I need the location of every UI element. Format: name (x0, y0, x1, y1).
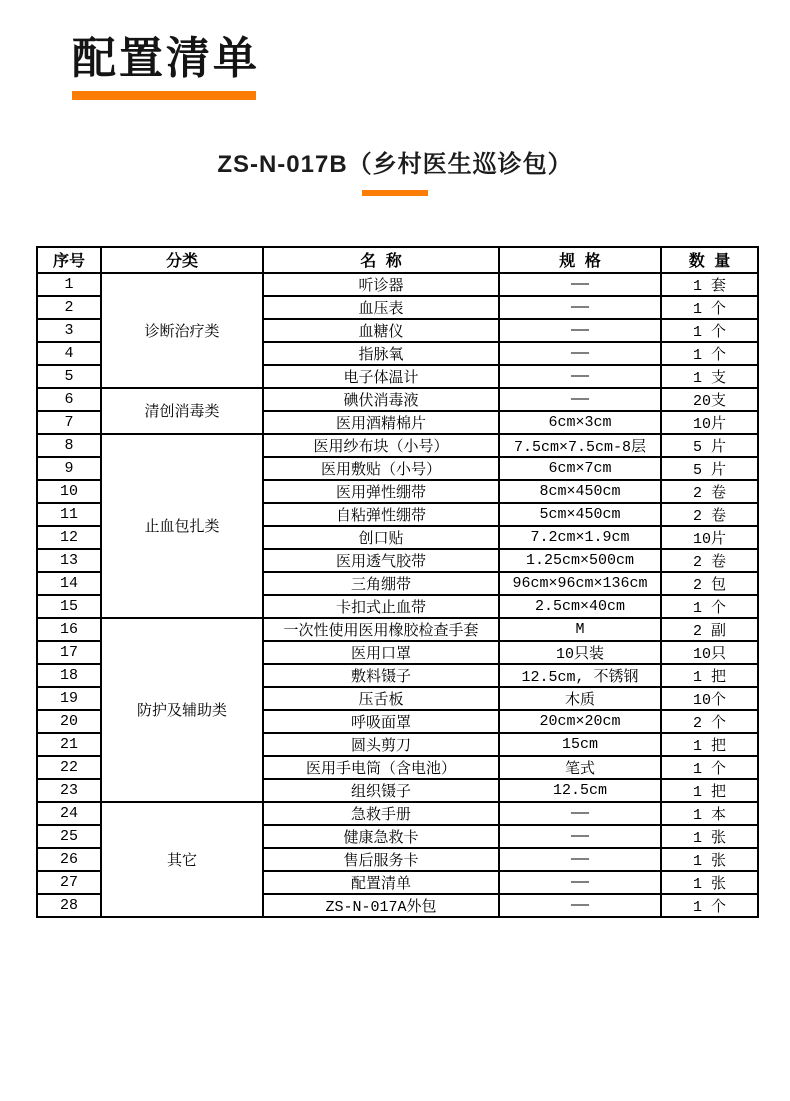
item-spec-cell: —— (499, 871, 661, 894)
item-qty-cell: 1 把 (661, 664, 758, 687)
row-number-cell: 14 (37, 572, 101, 595)
row-number-cell: 13 (37, 549, 101, 572)
header-serial-number: 序号 (37, 247, 101, 273)
item-name-cell: 医用弹性绷带 (263, 480, 499, 503)
row-number-cell: 22 (37, 756, 101, 779)
item-name-cell: 电子体温计 (263, 365, 499, 388)
row-number-cell: 9 (37, 457, 101, 480)
category-cell: 防护及辅助类 (101, 618, 263, 802)
row-number-cell: 11 (37, 503, 101, 526)
table-header-row (37, 247, 758, 273)
item-qty-cell: 1 张 (661, 825, 758, 848)
item-qty-cell: 2 卷 (661, 503, 758, 526)
subtitle-block (0, 144, 790, 196)
item-name-cell: 自粘弹性绷带 (263, 503, 499, 526)
title-accent-bar (72, 91, 256, 100)
row-number-cell: 15 (37, 595, 101, 618)
item-name-cell: 圆头剪刀 (263, 733, 499, 756)
item-name-cell: 听诊器 (263, 273, 499, 296)
item-qty-cell: 20支 (661, 388, 758, 411)
item-qty-cell: 10片 (661, 411, 758, 434)
item-name-cell: 组织镊子 (263, 779, 499, 802)
item-spec-cell: 5cm×450cm (499, 503, 661, 526)
item-name-cell: 创口贴 (263, 526, 499, 549)
row-number-cell: 28 (37, 894, 101, 917)
table-row (37, 618, 758, 641)
page-header (72, 34, 790, 100)
row-number-cell: 25 (37, 825, 101, 848)
item-name-cell: 碘伏消毒液 (263, 388, 499, 411)
page-title: 配置清单 (72, 33, 260, 84)
header-category: 分类 (101, 247, 263, 273)
row-number-cell: 16 (37, 618, 101, 641)
item-qty-cell: 2 卷 (661, 549, 758, 572)
item-spec-cell: —— (499, 273, 661, 296)
header-quantity: 数 量 (661, 247, 758, 273)
item-name-cell: 三角绷带 (263, 572, 499, 595)
table-row (37, 802, 758, 825)
item-name-cell: 售后服务卡 (263, 848, 499, 871)
row-number-cell: 6 (37, 388, 101, 411)
item-qty-cell: 1 张 (661, 871, 758, 894)
item-qty-cell: 1 张 (661, 848, 758, 871)
item-qty-cell: 1 个 (661, 296, 758, 319)
item-spec-cell: 7.5cm×7.5cm-8层 (499, 434, 661, 457)
model-subtitle: ZS-N-017B（乡村医生巡诊包） (217, 150, 573, 178)
item-name-cell: 医用敷贴（小号） (263, 457, 499, 480)
subtitle-accent-bar (362, 190, 428, 196)
item-qty-cell: 1 支 (661, 365, 758, 388)
item-spec-cell: —— (499, 848, 661, 871)
table-row (37, 273, 758, 296)
item-qty-cell: 10片 (661, 526, 758, 549)
item-qty-cell: 1 个 (661, 756, 758, 779)
item-spec-cell: 12.5cm, 不锈钢 (499, 664, 661, 687)
item-name-cell: 医用透气胶带 (263, 549, 499, 572)
item-spec-cell: —— (499, 894, 661, 917)
item-spec-cell: —— (499, 825, 661, 848)
row-number-cell: 27 (37, 871, 101, 894)
row-number-cell: 1 (37, 273, 101, 296)
item-qty-cell: 1 个 (661, 894, 758, 917)
item-qty-cell: 2 副 (661, 618, 758, 641)
item-spec-cell: —— (499, 802, 661, 825)
item-name-cell: ZS-N-017A外包 (263, 894, 499, 917)
table-row (37, 434, 758, 457)
item-qty-cell: 2 个 (661, 710, 758, 733)
table-row (37, 388, 758, 411)
row-number-cell: 18 (37, 664, 101, 687)
row-number-cell: 26 (37, 848, 101, 871)
item-spec-cell: 1.25cm×500cm (499, 549, 661, 572)
item-spec-cell: 10只装 (499, 641, 661, 664)
config-table (36, 246, 759, 918)
item-qty-cell: 10只 (661, 641, 758, 664)
header-item-name: 名 称 (263, 247, 499, 273)
item-spec-cell: —— (499, 342, 661, 365)
item-spec-cell: 6cm×7cm (499, 457, 661, 480)
row-number-cell: 8 (37, 434, 101, 457)
item-qty-cell: 1 套 (661, 273, 758, 296)
header-specification: 规 格 (499, 247, 661, 273)
item-name-cell: 压舌板 (263, 687, 499, 710)
item-name-cell: 医用纱布块（小号） (263, 434, 499, 457)
category-cell: 诊断治疗类 (101, 273, 263, 388)
row-number-cell: 17 (37, 641, 101, 664)
item-qty-cell: 1 个 (661, 595, 758, 618)
item-spec-cell: 笔式 (499, 756, 661, 779)
item-name-cell: 急救手册 (263, 802, 499, 825)
config-table-wrap (36, 246, 790, 918)
item-spec-cell: 6cm×3cm (499, 411, 661, 434)
item-qty-cell: 1 个 (661, 342, 758, 365)
row-number-cell: 23 (37, 779, 101, 802)
item-name-cell: 医用手电筒（含电池） (263, 756, 499, 779)
row-number-cell: 21 (37, 733, 101, 756)
item-spec-cell: —— (499, 388, 661, 411)
item-name-cell: 血糖仪 (263, 319, 499, 342)
category-cell: 清创消毒类 (101, 388, 263, 434)
item-name-cell: 医用口罩 (263, 641, 499, 664)
item-spec-cell: —— (499, 319, 661, 342)
item-qty-cell: 5 片 (661, 457, 758, 480)
row-number-cell: 2 (37, 296, 101, 319)
item-qty-cell: 1 本 (661, 802, 758, 825)
item-name-cell: 敷料镊子 (263, 664, 499, 687)
row-number-cell: 3 (37, 319, 101, 342)
item-spec-cell: —— (499, 365, 661, 388)
item-spec-cell: 12.5cm (499, 779, 661, 802)
item-name-cell: 健康急救卡 (263, 825, 499, 848)
item-spec-cell: M (499, 618, 661, 641)
category-cell: 止血包扎类 (101, 434, 263, 618)
item-qty-cell: 1 把 (661, 779, 758, 802)
row-number-cell: 24 (37, 802, 101, 825)
item-spec-cell: 2.5cm×40cm (499, 595, 661, 618)
item-spec-cell: 7.2cm×1.9cm (499, 526, 661, 549)
item-qty-cell: 5 片 (661, 434, 758, 457)
item-spec-cell: 木质 (499, 687, 661, 710)
item-name-cell: 血压表 (263, 296, 499, 319)
item-spec-cell: 8cm×450cm (499, 480, 661, 503)
category-cell: 其它 (101, 802, 263, 917)
item-name-cell: 一次性使用医用橡胶检查手套 (263, 618, 499, 641)
item-qty-cell: 2 包 (661, 572, 758, 595)
item-spec-cell: 96cm×96cm×136cm (499, 572, 661, 595)
row-number-cell: 20 (37, 710, 101, 733)
item-spec-cell: 20cm×20cm (499, 710, 661, 733)
row-number-cell: 7 (37, 411, 101, 434)
item-qty-cell: 1 个 (661, 319, 758, 342)
item-name-cell: 指脉氧 (263, 342, 499, 365)
item-qty-cell: 10个 (661, 687, 758, 710)
item-name-cell: 配置清单 (263, 871, 499, 894)
row-number-cell: 12 (37, 526, 101, 549)
item-name-cell: 医用酒精棉片 (263, 411, 499, 434)
item-qty-cell: 1 把 (661, 733, 758, 756)
row-number-cell: 4 (37, 342, 101, 365)
row-number-cell: 19 (37, 687, 101, 710)
item-spec-cell: —— (499, 296, 661, 319)
row-number-cell: 5 (37, 365, 101, 388)
item-spec-cell: 15cm (499, 733, 661, 756)
item-qty-cell: 2 卷 (661, 480, 758, 503)
item-name-cell: 呼吸面罩 (263, 710, 499, 733)
item-name-cell: 卡扣式止血带 (263, 595, 499, 618)
row-number-cell: 10 (37, 480, 101, 503)
